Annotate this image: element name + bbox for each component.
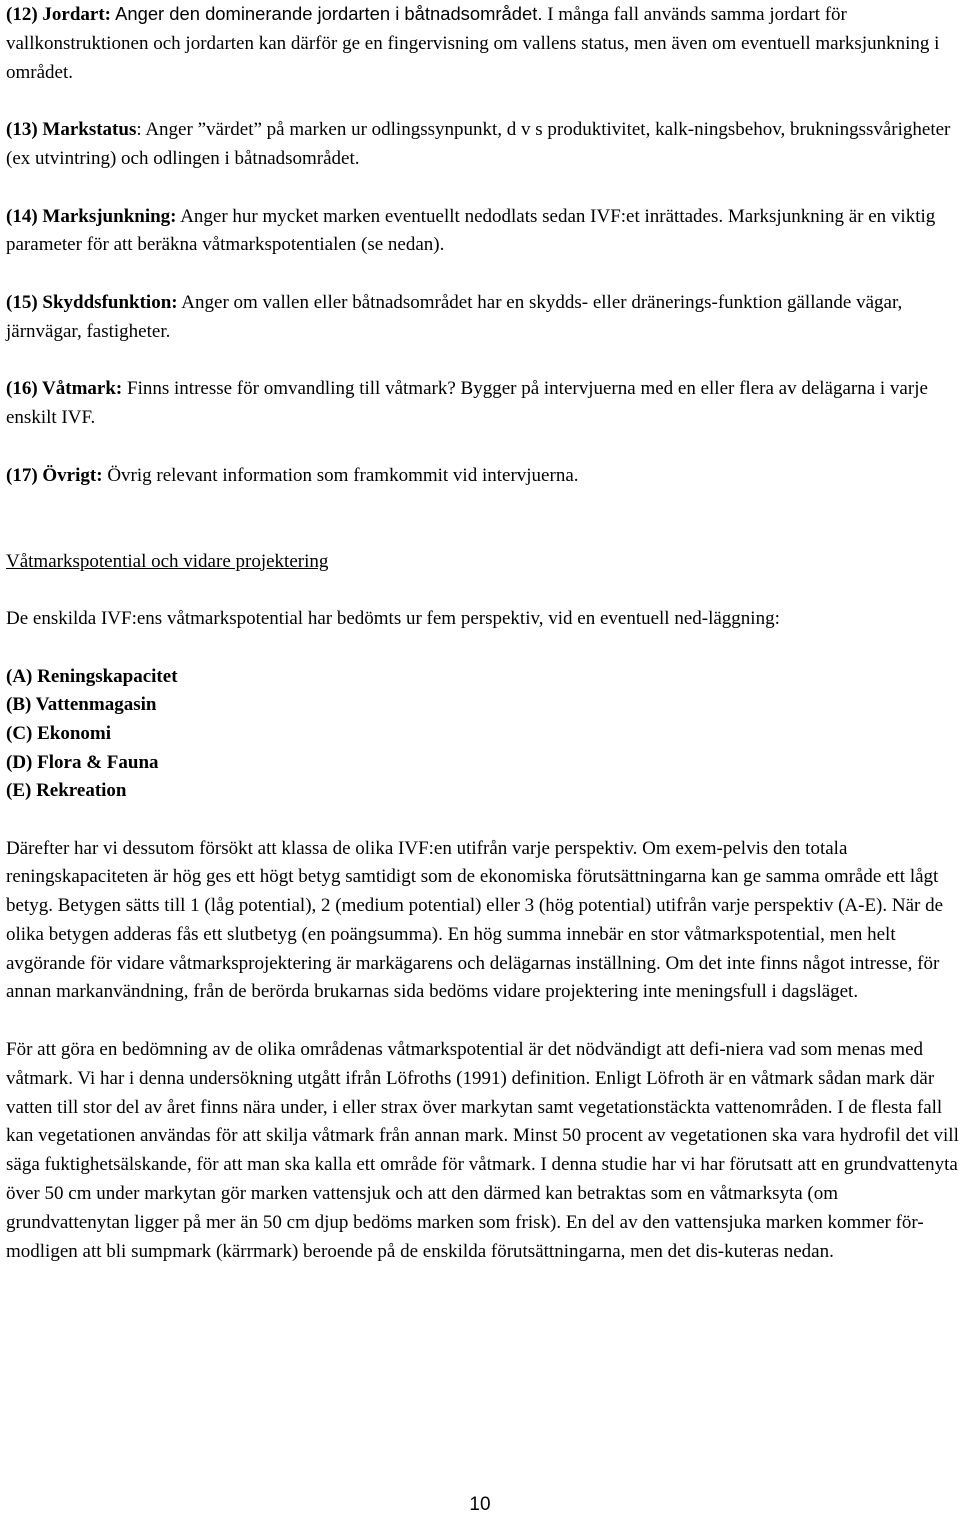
perspective-item: (C) Ekonomi <box>6 722 112 744</box>
item-text: : Anger ”värdet” på marken ur odlingssynpunkt, d v s produktivitet, kalk-ningsbehov, brukningssvårigheter (ex utvintring) och odlingen i båtnadsområdet. <box>6 119 951 169</box>
item-15 <box>6 289 960 347</box>
perspective-item: (E) Rekreation <box>6 780 127 802</box>
item-label: (15) Skyddsfunktion: <box>6 291 178 313</box>
perspective-item: (D) Flora & Fauna <box>6 751 159 773</box>
perspective-item: (A) Reningskapacitet <box>6 665 178 687</box>
perspective-list <box>6 663 960 806</box>
item-label: (12) Jordart: <box>6 4 111 25</box>
body-paragraph-2: För att göra en bedömning av de olika områdenas våtmarkspotential är det nödvändigt att defi-niera vad som menas med våtmark. Vi har i denna undersökning utgått ifrån Löfroths (1991) definition. Enligt Löfroth är en våtmark sådan mark där vatten till stor del av året finns nära under, i eller strax över markytan samt vegetationstäckta vattenområden. I de flesta fall kan vegetationen användas för att skilja våtmark från annan mark. Minst 50 procent av vegetationen ska vara hydrofil det vill säga fuktighetsälskande, för att man ska kalla ett område för våtmark. I denna studie har vi har förutsatt att en grundvattenyta över 50 cm under markytan gör marken vattensjuk och att den därmed kan betraktas som en våtmarksyta (om grundvattenytan ligger på mer än 50 cm djup bedöms marken som frisk). En del av den vattensjuka marken kommer för-modligen att bli sumpmark (kärrmark) beroende på de enskilda förutsättningarna, men det dis-kuteras nedan. <box>6 1039 959 1262</box>
section-heading: Våtmarkspotential och vidare projektering <box>6 550 329 572</box>
item-text: Övrig relevant information som framkommit vid intervjuerna. <box>102 464 579 486</box>
item-17 <box>6 462 960 491</box>
item-label: (17) Övrigt: <box>6 464 103 486</box>
item-text: Anger hur mycket marken eventuellt nedodlats sedan IVF:et inrättades. Marksjunkning är en viktig parameter för att beräkna våtmarkspotentialen (se nedan). <box>6 205 936 256</box>
item-12 <box>6 0 960 87</box>
item-16 <box>6 375 960 433</box>
page-number: 10 <box>469 1494 491 1515</box>
item-text-continued: Bygger på intervjuerna med en eller flera av delägarna i varje enskilt IVF. <box>6 378 928 429</box>
perspective-item: (B) Vattenmagasin <box>6 694 157 716</box>
body-paragraph-1: Därefter har vi dessutom försökt att klassa de olika IVF:en utifrån varje perspektiv. Om exem-pelvis den totala reningskapaciteten är hög ges ett högt betyg samtidigt som de ekonomiska förutsättningarna kan ge samma område ett lågt betyg. Betygen sätts till 1 (låg potential), 2 (medium potential) eller 3 (hög potential) utifrån varje perspektiv (A-E). När de olika betygen adderas fås ett slutbetyg (en poängsumma). En hög summa innebär en stor våtmarkspotential, men helt avgörande för vidare våtmarksprojektering är markägarens och delägarnas inställning. Om det inte finns något intresse, för annan markanvändning, från de berörda brukarnas sida bedöms vidare projektering inte meningsfull i dagsläget. <box>6 837 944 1003</box>
intro-paragraph: De enskilda IVF:ens våtmarkspotential har bedömts ur fem perspektiv, vid en eventuell ned-läggning: <box>6 608 780 630</box>
item-text: Finns intresse för omvandling till våtmark? <box>122 378 456 400</box>
item-text: Anger den dominerande jordarten i båtnadsområdet. <box>111 3 543 24</box>
document-page <box>6 0 960 1266</box>
item-text: Anger om vallen eller båtnadsområdet har en skydds- eller dränerings-funktion gällande vägar, järnvägar, fastigheter. <box>6 291 903 342</box>
item-label: (16) Våtmark: <box>6 378 123 400</box>
item-14 <box>6 203 960 261</box>
item-label: (13) Markstatus <box>6 119 137 141</box>
item-label: (14) Marksjunkning: <box>6 205 177 227</box>
item-13 <box>6 116 960 174</box>
item-text-continued: I många fall används samma jordart för vallkonstruktionen och jordarten kan därför ge en fingervisning om vallens status, men även om eventuell marksjunkning i området. <box>6 4 940 83</box>
